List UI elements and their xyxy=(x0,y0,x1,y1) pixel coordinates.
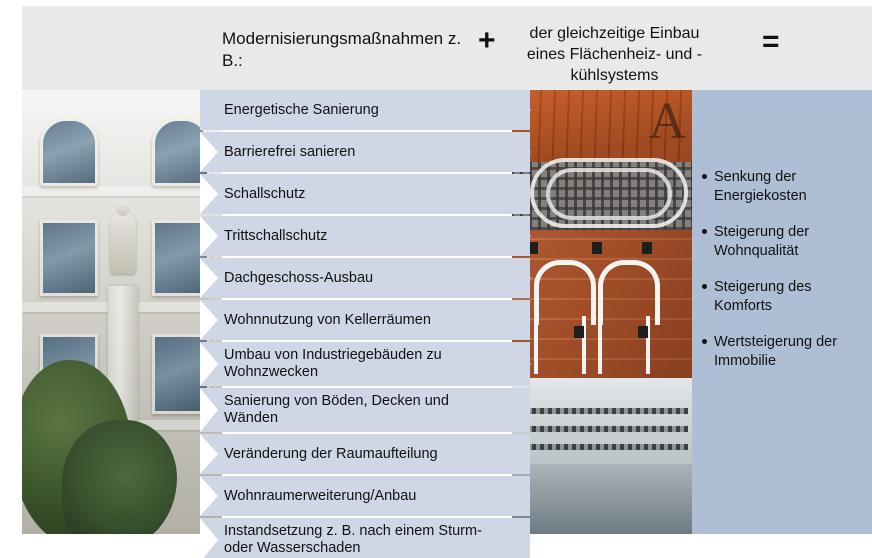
ceiling-rail xyxy=(516,444,688,450)
chip-arrow-tip xyxy=(513,388,531,432)
benefits-list xyxy=(702,168,867,388)
system-photo-column xyxy=(512,90,692,534)
measure-label: Sanierung von Böden, Decken und Wänden xyxy=(224,393,449,426)
measure-chip xyxy=(200,434,530,474)
benefit-label: Steigerung der Wohnqualität xyxy=(714,224,810,259)
measure-label: Wohnnutzung von Kellerräumen xyxy=(224,311,431,328)
list-item xyxy=(702,333,867,371)
measure-chip xyxy=(200,476,530,516)
measure-label: Instandsetzung z. B. nach einem Sturm- oder Wasserschaden xyxy=(224,523,482,556)
measure-label: Schallschutz xyxy=(224,185,306,202)
equals-icon: = xyxy=(762,25,780,58)
wood-floor-heating-photo xyxy=(512,90,692,230)
measure-label: Dachgeschoss-Ausbau xyxy=(224,269,374,286)
bullet-icon xyxy=(702,284,707,289)
chip-notch xyxy=(200,518,218,558)
list-item xyxy=(702,278,867,316)
wall-pipe-line xyxy=(534,316,538,374)
page-title: Modernisierungsmaßnahmen z. B.: xyxy=(222,29,462,70)
floor-pipe-coil-inner xyxy=(546,168,672,220)
pipe-clip xyxy=(638,326,648,338)
ceiling-rail xyxy=(516,426,688,432)
pipe-clip xyxy=(642,242,652,254)
benefit-label: Steigerung des Komforts xyxy=(714,279,812,314)
ceiling-cooling-photo xyxy=(512,378,692,534)
chip-arrow-tip xyxy=(513,434,531,474)
plus-icon: + xyxy=(478,24,496,57)
chip-arrow-tip xyxy=(513,342,531,386)
room-interior xyxy=(512,464,692,534)
measure-chip xyxy=(200,132,530,172)
pipe-clip xyxy=(574,326,584,338)
chip-notch xyxy=(200,258,218,298)
measure-chip xyxy=(200,518,530,558)
measure-chip xyxy=(200,258,530,298)
measure-label: Barrierefrei sanieren xyxy=(224,143,356,160)
header-subtitle: der gleichzeitige Einbau eines Flächenheiz- und -kühlsystems xyxy=(526,25,703,84)
wall-heating-pipes-photo xyxy=(512,230,692,378)
bullet-icon xyxy=(702,339,707,344)
bullet-icon xyxy=(702,174,707,179)
wall-pipe-loop xyxy=(598,260,660,325)
measure-label: Wohnraumerweiterung/Anbau xyxy=(224,487,417,504)
measure-chip xyxy=(200,174,530,214)
measures-list xyxy=(200,90,530,558)
chip-arrow-tip xyxy=(513,258,531,298)
list-item xyxy=(702,223,867,261)
measure-label: Trittschallschutz xyxy=(224,227,328,244)
measure-label: Energetische Sanierung xyxy=(224,101,379,118)
facade-shading xyxy=(22,90,222,534)
chip-notch xyxy=(200,300,218,340)
chip-arrow-tip xyxy=(513,174,531,214)
measure-chip xyxy=(200,300,530,340)
chip-arrow-tip xyxy=(513,132,531,172)
ceiling-slab xyxy=(512,378,692,471)
measure-chip xyxy=(200,388,530,432)
measure-label: Umbau von Industriegebäuden zu Wohnzwecken xyxy=(224,347,442,380)
benefit-label: Senkung der Energiekosten xyxy=(714,169,807,204)
chip-arrow-tip xyxy=(513,518,531,558)
chip-arrow-tip xyxy=(513,476,531,516)
chip-arrow-tip xyxy=(513,216,531,256)
chip-notch xyxy=(200,174,218,214)
measure-chip xyxy=(200,342,530,386)
photo-letter-glyph: A xyxy=(648,93,686,150)
wall-pipe-line xyxy=(598,316,602,374)
chip-notch xyxy=(200,132,218,172)
benefit-label: Wertsteigerung der Immobilie xyxy=(714,334,838,369)
pipe-clip xyxy=(592,242,602,254)
building-facade-photo xyxy=(22,90,222,534)
wall-pipe-loop xyxy=(534,260,596,325)
wall-pipe-line xyxy=(582,316,586,374)
measure-chip xyxy=(200,90,530,130)
measure-chip xyxy=(200,216,530,256)
chip-notch xyxy=(200,434,218,474)
wall-pipe-line xyxy=(646,316,650,374)
measure-label: Veränderung der Raumaufteilung xyxy=(224,445,438,462)
bullet-icon xyxy=(702,229,707,234)
list-item xyxy=(702,168,867,206)
chip-notch xyxy=(200,216,218,256)
chip-notch xyxy=(200,342,218,386)
chip-arrow-tip xyxy=(513,90,531,130)
chip-arrow-tip xyxy=(513,300,531,340)
chip-notch xyxy=(200,388,218,432)
ceiling-rail xyxy=(516,408,688,414)
chip-notch xyxy=(200,476,218,516)
